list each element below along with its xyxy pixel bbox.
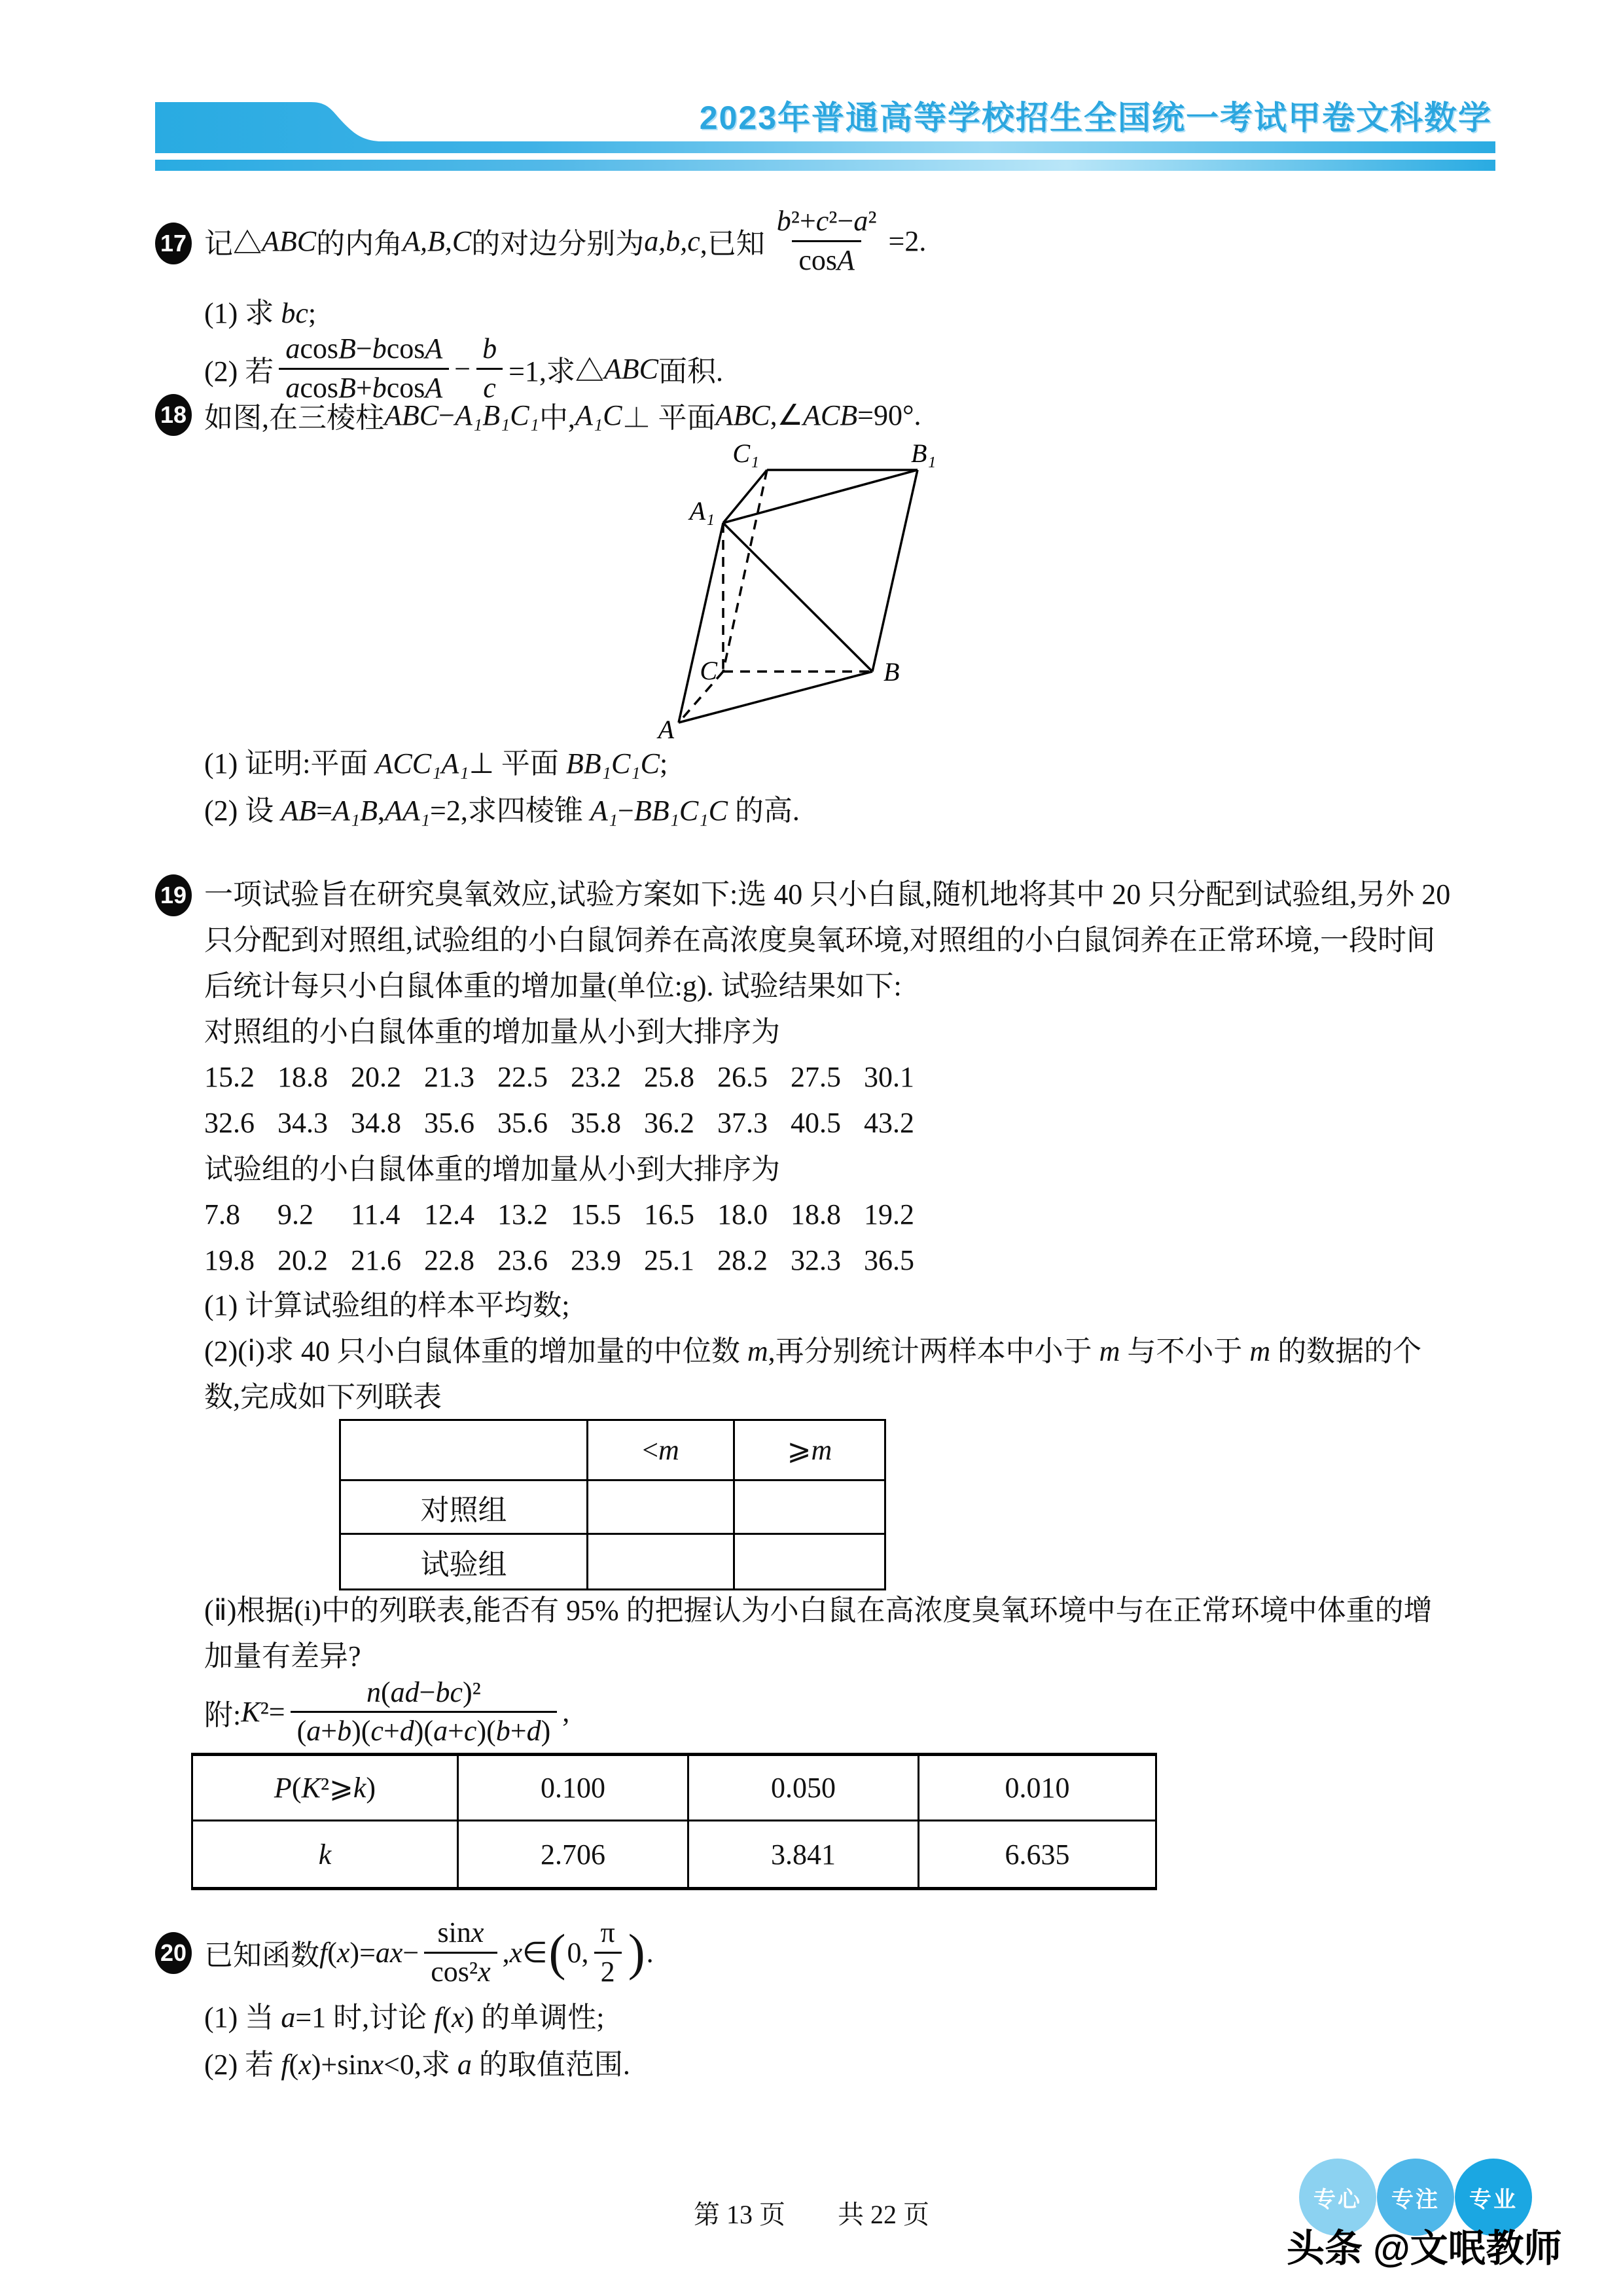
empty-cell bbox=[588, 1535, 735, 1588]
text-run: 中, bbox=[539, 402, 575, 434]
data-value: 23.9 bbox=[571, 1244, 621, 1276]
data-value: 28.2 bbox=[717, 1244, 768, 1276]
text-run: b bbox=[495, 1715, 510, 1747]
ktable-cell: 0.050 bbox=[689, 1756, 919, 1821]
data-value: 13.2 bbox=[497, 1198, 548, 1230]
header-rule bbox=[155, 160, 1495, 171]
text-run: ,∠ bbox=[770, 399, 804, 431]
text-run: ( bbox=[442, 2001, 452, 2034]
question-number: 20 bbox=[160, 1939, 187, 1966]
text-run: )( bbox=[476, 1715, 496, 1747]
prism-figure bbox=[654, 442, 955, 751]
question-20-badge bbox=[155, 1932, 192, 1974]
q19-intro-line3: 后统计每只小白鼠体重的增加量(单位:g). 试验结果如下: bbox=[204, 970, 902, 1002]
text-run: ; bbox=[659, 747, 668, 780]
ktable-k-cell bbox=[193, 1821, 459, 1887]
text-run: =1,求△ bbox=[508, 355, 604, 387]
text-run: 的数据的个 bbox=[1270, 1335, 1422, 1367]
text-run: − bbox=[402, 1936, 419, 1969]
text-run: BB₁C₁C bbox=[633, 795, 728, 827]
text-run: A bbox=[425, 371, 443, 404]
data-value: 25.8 bbox=[644, 1061, 694, 1093]
text-run: b bbox=[776, 205, 791, 238]
text-run: 记△ bbox=[204, 228, 262, 260]
text-run: AB bbox=[281, 795, 317, 827]
text-run: < bbox=[642, 1434, 659, 1466]
text-run: P bbox=[274, 1772, 292, 1804]
contingency-table bbox=[339, 1419, 886, 1590]
text-run: 加量有差异? bbox=[204, 1640, 361, 1672]
text-run: )+sin bbox=[311, 2049, 371, 2081]
text-run: a,b,c bbox=[644, 224, 700, 257]
text-run: 0, bbox=[567, 1936, 589, 1969]
vertex-label-a1: A₁ bbox=[689, 496, 715, 526]
text-run: π bbox=[600, 1916, 615, 1949]
text-run: f bbox=[319, 1936, 328, 1969]
text-run: ( bbox=[289, 2049, 299, 2081]
data-value: 21.6 bbox=[351, 1244, 401, 1276]
text-run: = bbox=[316, 795, 332, 827]
text-run: , bbox=[502, 1936, 510, 1969]
text-run: f bbox=[434, 2001, 442, 2034]
q18-intro bbox=[204, 397, 921, 433]
text-run: n bbox=[366, 1676, 381, 1708]
text-run: =90°. bbox=[857, 399, 921, 431]
text-run: ABC bbox=[603, 352, 658, 385]
data-value: 26.5 bbox=[717, 1061, 768, 1093]
question-number: 19 bbox=[160, 882, 187, 908]
text-run: b bbox=[372, 332, 387, 365]
text-run: a bbox=[285, 371, 300, 404]
treatment-data-row1 bbox=[204, 1198, 937, 1232]
text-run: 2 bbox=[600, 1955, 615, 1988]
text-run: + bbox=[448, 1715, 464, 1747]
corner-cell bbox=[341, 1421, 588, 1481]
text-run: a bbox=[281, 2001, 296, 2034]
q19-part2i-line1 bbox=[204, 1334, 1421, 1369]
ktable-cell: 2.706 bbox=[459, 1821, 689, 1887]
col-header-lt-m bbox=[588, 1421, 735, 1481]
text-run: ABC bbox=[384, 399, 439, 431]
text-run: x bbox=[336, 1936, 350, 1969]
vertex-label-c1: C₁ bbox=[732, 442, 759, 468]
data-value: 34.8 bbox=[351, 1107, 401, 1139]
treatment-group-label: 试验组的小白鼠体重的增加量从小到大排序为 bbox=[204, 1153, 780, 1185]
text-run: A₁B bbox=[332, 795, 378, 827]
text-run: 的高. bbox=[727, 795, 800, 827]
numerator bbox=[431, 1917, 490, 1951]
q19-part2i-line2 bbox=[204, 1380, 442, 1415]
text-run: ACC₁A₁ bbox=[375, 747, 469, 780]
text-run: a bbox=[457, 2049, 472, 2081]
data-value: 32.6 bbox=[204, 1107, 255, 1139]
text-run: ( bbox=[380, 1676, 391, 1708]
vertex-label-b: B bbox=[883, 657, 900, 687]
text-run: c bbox=[815, 205, 829, 238]
data-value: 35.8 bbox=[571, 1107, 621, 1139]
text-run: x bbox=[452, 2001, 465, 2034]
text-run: d bbox=[399, 1715, 414, 1747]
denominator bbox=[594, 1952, 622, 1988]
data-value: 35.6 bbox=[497, 1107, 548, 1139]
text-run: A bbox=[425, 332, 443, 365]
text-run: 与不小于 bbox=[1120, 1335, 1250, 1367]
text-run: a bbox=[433, 1715, 448, 1747]
text-run: ²⩾ bbox=[320, 1772, 353, 1804]
text-run: , bbox=[562, 1696, 570, 1728]
question-number: 17 bbox=[160, 230, 187, 257]
text-run: ,再分别统计两样本中小于 bbox=[768, 1335, 1099, 1367]
fraction bbox=[594, 1917, 621, 1988]
text-run: B bbox=[338, 371, 356, 404]
text-run: ( bbox=[296, 1715, 307, 1747]
text-run: (1) 计算试验组的样本平均数; bbox=[204, 1289, 570, 1321]
q19-part2ii-line1 bbox=[204, 1593, 1433, 1628]
data-value: 18.8 bbox=[277, 1061, 328, 1093]
text-run: ax bbox=[375, 1936, 403, 1969]
numerator bbox=[360, 1677, 488, 1711]
data-value: 20.2 bbox=[277, 1244, 328, 1276]
text-run: x bbox=[509, 1936, 523, 1969]
text-run: c bbox=[483, 371, 496, 404]
empty-cell bbox=[735, 1481, 884, 1535]
text-run: ) 的单调性; bbox=[464, 2001, 605, 2034]
text-run: K bbox=[241, 1696, 260, 1728]
watermark: 头条 @文呡教师 bbox=[1287, 2227, 1562, 2270]
data-value: 7.8 bbox=[204, 1198, 240, 1230]
data-value: 35.6 bbox=[424, 1107, 474, 1139]
text-run: 数,完成如下列联表 bbox=[204, 1381, 442, 1413]
text-run: ad bbox=[390, 1676, 419, 1708]
text-run: ²+ bbox=[791, 205, 816, 238]
text-run: − bbox=[618, 795, 634, 827]
text-run: (1) 求 bbox=[204, 297, 281, 329]
text-run: (ⅱ)根据(i)中的列联表,能否有 95% 的把握认为小白鼠在高浓度臭氧环境中与在正常环境中体重的增 bbox=[204, 1594, 1433, 1626]
text-run: − bbox=[454, 352, 471, 385]
text-run: ( bbox=[291, 1772, 302, 1804]
text-run: B bbox=[338, 332, 356, 365]
text-run: ,已知 bbox=[700, 228, 765, 260]
control-group-label: 对照组的小白鼠体重的增加量从小到大排序为 bbox=[204, 1016, 780, 1048]
text-run: ²= bbox=[260, 1696, 285, 1728]
treatment-data-row2 bbox=[204, 1244, 937, 1278]
data-value: 15.2 bbox=[204, 1061, 255, 1093]
fraction bbox=[279, 333, 449, 404]
text-run: cos bbox=[300, 371, 338, 404]
q20-part1 bbox=[204, 2000, 604, 2036]
data-value: 23.2 bbox=[571, 1061, 621, 1093]
data-value: 22.5 bbox=[497, 1061, 548, 1093]
data-value: 19.2 bbox=[864, 1198, 914, 1230]
text-run: + bbox=[510, 1715, 527, 1747]
text-run: − bbox=[438, 399, 455, 431]
text-run: )= bbox=[349, 1936, 376, 1969]
text-run: cos bbox=[300, 332, 338, 365]
text-run: A₁ bbox=[590, 795, 618, 827]
text-run: , bbox=[377, 795, 385, 827]
text-run: ( bbox=[548, 1924, 566, 1981]
data-value: 16.5 bbox=[644, 1198, 694, 1230]
text-run: a bbox=[853, 205, 868, 238]
numerator bbox=[770, 206, 883, 240]
text-run: sin bbox=[437, 1916, 471, 1949]
text-run: ⊥ 平面 bbox=[622, 402, 716, 434]
row-header-control: 对照组 bbox=[341, 1481, 588, 1535]
empty-cell bbox=[588, 1481, 735, 1535]
q18-part1 bbox=[204, 746, 668, 781]
empty-cell bbox=[735, 1535, 884, 1588]
text-run: A₁C bbox=[575, 399, 622, 431]
data-value: 11.4 bbox=[351, 1198, 401, 1230]
text-run: ACB bbox=[803, 399, 858, 431]
text-run: + bbox=[355, 371, 372, 404]
text-run: )( bbox=[351, 1715, 371, 1747]
text-run: A₁B₁C₁ bbox=[454, 399, 539, 431]
text-run: 的内角 bbox=[316, 228, 403, 260]
text-run: 面积. bbox=[658, 355, 723, 387]
text-run: 的对边分别为 bbox=[471, 228, 645, 260]
data-value: 25.1 bbox=[644, 1244, 694, 1276]
text-run: b bbox=[482, 332, 497, 365]
text-run: a bbox=[306, 1715, 321, 1747]
fraction bbox=[424, 1917, 497, 1988]
ktable-cell: 6.635 bbox=[1005, 1838, 1070, 1871]
data-value: 15.5 bbox=[571, 1198, 621, 1230]
text-run: A bbox=[837, 243, 855, 276]
text-run: ; bbox=[308, 297, 317, 329]
text-run: k bbox=[353, 1772, 366, 1804]
data-value: 34.3 bbox=[277, 1107, 328, 1139]
fraction bbox=[770, 206, 883, 276]
text-run: ABC bbox=[715, 399, 770, 431]
text-run: − bbox=[355, 332, 372, 365]
text-run: AA₁ bbox=[384, 795, 431, 827]
text-run: cos bbox=[798, 243, 838, 276]
text-run: x bbox=[478, 1955, 491, 1988]
data-value: 37.3 bbox=[717, 1107, 768, 1139]
q19-intro-line2: 只分配到对照组,试验组的小白鼠饲养在高浓度臭氧环境,对照组的小白鼠饲养在正常环境,一段时间 bbox=[204, 924, 1435, 956]
question-number: 18 bbox=[160, 401, 187, 428]
ktable-header-cell bbox=[193, 1756, 459, 1821]
text-run: (2) 若 bbox=[204, 2049, 281, 2081]
text-run: a bbox=[285, 332, 300, 365]
q20-part2 bbox=[204, 2047, 630, 2083]
data-value: 30.1 bbox=[864, 1061, 914, 1093]
fraction bbox=[476, 333, 503, 404]
numerator bbox=[279, 333, 449, 367]
data-value: 22.8 bbox=[424, 1244, 474, 1276]
vertex-label-b1: B₁ bbox=[911, 442, 936, 468]
text-run: 附: bbox=[204, 1698, 241, 1731]
text-run: ∈ bbox=[522, 1936, 548, 1969]
text-run: ² bbox=[868, 205, 877, 238]
text-run: ²− bbox=[829, 205, 854, 238]
text-run: 如图,在三棱柱 bbox=[204, 402, 384, 434]
control-data-row2 bbox=[204, 1106, 937, 1140]
data-value: 32.3 bbox=[791, 1244, 841, 1276]
text-run: c bbox=[370, 1715, 383, 1747]
text-run: )( bbox=[414, 1715, 434, 1747]
text-run: f bbox=[281, 2049, 289, 2081]
text-run: bc bbox=[435, 1676, 463, 1708]
text-run: (1) 当 bbox=[204, 2001, 281, 2034]
denominator bbox=[792, 240, 861, 276]
text-run: x bbox=[298, 2049, 312, 2081]
text-run: (2)(ⅰ)求 40 只小白鼠体重的增加量的中位数 bbox=[204, 1335, 747, 1367]
q20-intro bbox=[204, 1897, 654, 2008]
text-run: ⩾ bbox=[787, 1434, 812, 1466]
question-17-badge bbox=[155, 223, 192, 264]
text-run: bc bbox=[281, 297, 308, 329]
q18-part2 bbox=[204, 793, 800, 829]
question-18-badge bbox=[155, 394, 192, 436]
text-run: BB₁C₁C bbox=[565, 747, 660, 780]
data-value: 20.2 bbox=[351, 1061, 401, 1093]
row-header-treatment: 试验组 bbox=[341, 1535, 588, 1588]
text-run: b bbox=[372, 371, 387, 404]
text-run: − bbox=[419, 1676, 436, 1708]
badge-label: 专注 bbox=[1391, 2187, 1440, 2212]
denominator bbox=[291, 1711, 558, 1747]
text-run: m bbox=[811, 1434, 832, 1466]
data-value: 27.5 bbox=[791, 1061, 841, 1093]
text-run: =2,求四棱锥 bbox=[430, 795, 590, 827]
denominator bbox=[424, 1952, 497, 1988]
data-value: 40.5 bbox=[791, 1107, 841, 1139]
badge-label: 专心 bbox=[1313, 2187, 1362, 2212]
k2-formula bbox=[204, 1668, 569, 1756]
vertex-label-c: C bbox=[700, 656, 717, 685]
text-run: k bbox=[318, 1838, 332, 1871]
text-run: 的取值范围. bbox=[471, 2049, 630, 2081]
data-value: 21.3 bbox=[424, 1061, 474, 1093]
text-run: ) bbox=[541, 1715, 551, 1747]
data-value: 18.8 bbox=[791, 1198, 841, 1230]
text-run: cos² bbox=[431, 1955, 478, 1988]
text-run: ) bbox=[366, 1772, 376, 1804]
data-value: 19.8 bbox=[204, 1244, 255, 1276]
text-run: A,B,C bbox=[402, 224, 472, 257]
text-run: cos bbox=[386, 332, 425, 365]
text-run: ABC bbox=[262, 224, 317, 257]
data-value: 23.6 bbox=[497, 1244, 548, 1276]
data-value: 36.5 bbox=[864, 1244, 914, 1276]
control-data-row1 bbox=[204, 1060, 937, 1094]
text-run: m bbox=[1249, 1335, 1271, 1367]
text-run: x bbox=[471, 1916, 484, 1949]
data-value: 18.0 bbox=[717, 1198, 768, 1230]
page-title: 2023年普通高等学校招生全国统一考试甲卷文科数学 bbox=[699, 99, 1492, 136]
text-run: (1) 证明:平面 bbox=[204, 747, 376, 780]
text-run: m bbox=[1099, 1335, 1120, 1367]
text-run: m bbox=[747, 1335, 768, 1367]
ktable-cell: 3.841 bbox=[689, 1821, 919, 1887]
text-run: (2) 设 bbox=[204, 795, 281, 827]
q19-intro-line1: 一项试验旨在研究臭氧效应,试验方案如下:选 40 只小白鼠,随机地将其中 20 只分配到试验组,另外 20 bbox=[204, 878, 1451, 910]
numerator bbox=[476, 333, 503, 367]
text-run: =1 时,讨论 bbox=[295, 2001, 435, 2034]
text-run: ⊥ 平面 bbox=[469, 747, 566, 780]
text-run: cos bbox=[386, 371, 425, 404]
ktable-cell: 0.100 bbox=[459, 1756, 689, 1821]
text-run: b bbox=[337, 1715, 352, 1747]
page-number: 第 13 页 共 22 页 bbox=[694, 2200, 929, 2229]
numerator bbox=[594, 1917, 621, 1951]
badge-label: 专业 bbox=[1469, 2187, 1518, 2212]
text-run: ( bbox=[327, 1936, 337, 1969]
text-run: <0,求 bbox=[383, 2049, 457, 2081]
col-header-ge-m bbox=[735, 1421, 884, 1481]
text-run: ) bbox=[628, 1924, 645, 1981]
q19-part1 bbox=[204, 1288, 570, 1323]
text-run: x bbox=[370, 2049, 384, 2081]
data-value: 43.2 bbox=[864, 1107, 914, 1139]
ktable-cell: 0.010 bbox=[919, 1756, 1155, 1821]
text-run: K bbox=[301, 1772, 321, 1804]
data-value: 36.2 bbox=[644, 1107, 694, 1139]
fraction bbox=[291, 1677, 558, 1748]
k-critical-table bbox=[191, 1753, 1157, 1890]
data-value: 9.2 bbox=[277, 1198, 313, 1230]
text-run: =2. bbox=[888, 224, 927, 257]
vertex-label-a: A bbox=[658, 715, 674, 744]
text-run: c bbox=[463, 1715, 477, 1747]
text-run: )² bbox=[463, 1676, 481, 1708]
text-run: + bbox=[321, 1715, 338, 1747]
text-run: 已知函数 bbox=[204, 1939, 319, 1971]
text-run: + bbox=[383, 1715, 400, 1747]
text-run: . bbox=[646, 1936, 654, 1969]
text-run: m bbox=[658, 1434, 679, 1466]
q17-intro bbox=[204, 175, 926, 306]
text-run: d bbox=[526, 1715, 541, 1747]
data-value: 12.4 bbox=[424, 1198, 474, 1230]
question-19-badge bbox=[155, 874, 192, 916]
text-run: (2) 若 bbox=[204, 355, 274, 387]
